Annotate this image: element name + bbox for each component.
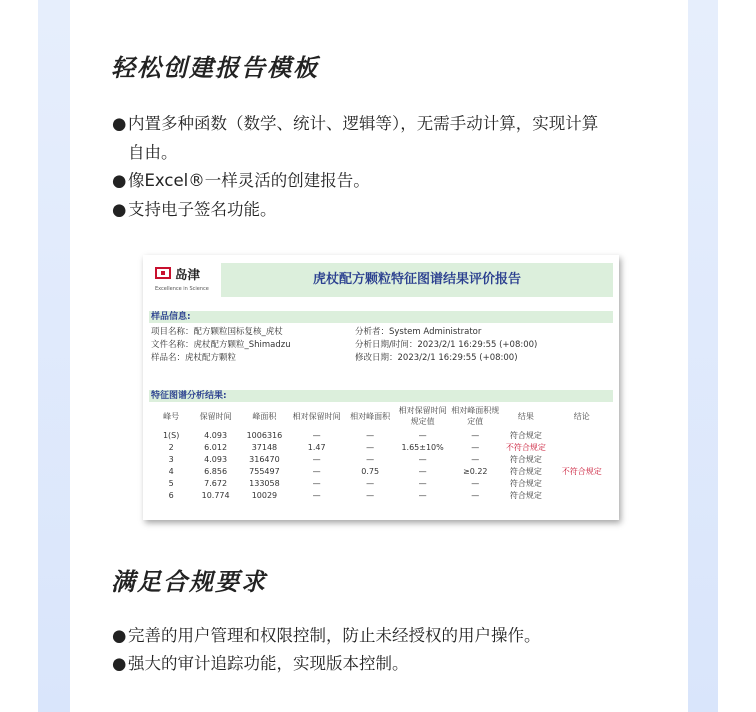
col-rarea-spec: 相对峰面积规定值 <box>451 406 500 426</box>
table-cell-rt: 7.672 <box>204 478 228 488</box>
analyst: 分析者：System Administrator <box>355 327 482 337</box>
table-cell-rrt-spec: — <box>418 490 427 500</box>
table-row <box>151 465 613 477</box>
col-result: 结果 <box>517 411 534 421</box>
bullet-functions <box>112 109 652 167</box>
bullet-dot: ● <box>112 114 127 133</box>
table-cell-result: 符合规定 <box>509 430 542 440</box>
table-cell-peak: 1(S) <box>162 430 180 440</box>
result-heading: 特征图谱分析结果: <box>149 390 613 402</box>
left-margin <box>0 0 38 712</box>
table-cell-rrt-spec: — <box>418 454 427 464</box>
sample-info-heading: 样品信息: <box>149 311 613 323</box>
table-row <box>151 441 613 453</box>
bullet-esignature <box>112 195 652 224</box>
report-title: 虎杖配方颗粒特征图谱结果评价报告 <box>221 263 613 297</box>
table-cell-rrt: — <box>312 466 321 476</box>
table-cell-conclusion <box>551 477 613 489</box>
col-rrt-spec: 相对保留时间规定值 <box>398 406 447 426</box>
table-cell-rarea: 0.75 <box>361 466 380 476</box>
table-cell-rarea-spec: ≥0.22 <box>463 466 488 476</box>
project-name: 项目名称：配方颗粒国标复核_虎杖 <box>151 327 283 337</box>
table-cell-rt: 10.774 <box>201 490 230 500</box>
report-screenshot <box>143 255 619 520</box>
table-cell-conclusion <box>551 429 613 441</box>
table-cell-rrt: — <box>312 478 321 488</box>
section-heading-compliance: 满足合规要求 <box>111 568 267 596</box>
table-cell-rrt-spec: — <box>418 430 427 440</box>
result-table <box>151 403 613 501</box>
table-cell-peak: 6 <box>168 490 174 500</box>
logo-mark-icon <box>155 267 171 279</box>
right-margin <box>718 0 756 712</box>
table-cell-rarea: — <box>366 478 375 488</box>
table-cell-conclusion <box>551 453 613 465</box>
table-cell-conclusion <box>551 489 613 501</box>
table-cell-rarea: — <box>366 490 375 500</box>
shimadzu-logo <box>155 265 217 295</box>
table-cell-peak: 2 <box>168 442 174 452</box>
table-cell-rarea-spec: — <box>471 478 480 488</box>
table-cell-rarea-spec: — <box>471 430 480 440</box>
bullet-user-management <box>112 621 652 650</box>
table-cell-rarea-spec: — <box>471 454 480 464</box>
col-peak: 峰号 <box>163 411 180 421</box>
table-cell-result: 不符合规定 <box>505 442 546 452</box>
sample-name: 样品名：虎杖配方颗粒 <box>151 353 237 363</box>
table-cell-area: 10029 <box>251 490 278 500</box>
table-cell-area: 1006316 <box>246 430 283 440</box>
bullet-text: 内置多种函数（数学、统计、逻辑等），无需手动计算，实现计算 <box>128 114 599 133</box>
table-cell-peak: 3 <box>168 454 174 464</box>
bullet-excel <box>112 166 652 195</box>
table-cell-rt: 6.012 <box>204 442 228 452</box>
analysis-date: 分析日期/时间：2023/2/1 16:29:55 (+08:00) <box>355 340 538 350</box>
bullet-dot: ● <box>112 626 127 645</box>
bullet-text-continued: 自由。 <box>128 143 178 162</box>
table-cell-rarea-spec: — <box>471 490 480 500</box>
table-cell-rrt-spec: — <box>418 478 427 488</box>
table-cell-rrt-spec: — <box>418 466 427 476</box>
table-cell-rarea-spec: — <box>471 442 480 452</box>
table-cell-rrt: — <box>312 430 321 440</box>
table-cell-conclusion <box>551 441 613 453</box>
table-cell-rrt: 1.47 <box>307 442 326 452</box>
bullet-text: 像Excel®一样灵活的创建报告。 <box>128 171 370 190</box>
bullet-dot: ● <box>112 654 127 673</box>
table-cell-area: 316470 <box>249 454 280 464</box>
col-rrt: 相对保留时间 <box>292 411 341 421</box>
col-area: 峰面积 <box>252 411 277 421</box>
col-rarea: 相对峰面积 <box>350 411 391 421</box>
bullet-text: 强大的审计追踪功能，实现版本控制。 <box>128 654 409 673</box>
modified-date: 修改日期：2023/2/1 16:29:55 (+08:00) <box>355 353 518 363</box>
table-cell-result: 符合规定 <box>509 466 542 476</box>
table-cell-rarea: — <box>366 442 375 452</box>
table-cell-result: 符合规定 <box>509 478 542 488</box>
table-cell-result: 符合规定 <box>509 490 542 500</box>
table-cell-rarea: — <box>366 430 375 440</box>
logo-tagline: Excellence in Science <box>155 286 209 292</box>
logo-text: 岛津 <box>175 267 201 282</box>
table-cell-rt: 6.856 <box>204 466 228 476</box>
bullet-audit-trail <box>112 649 652 678</box>
table-cell-conclusion: 不符合规定 <box>561 466 602 476</box>
table-cell-rarea: — <box>366 454 375 464</box>
table-row <box>151 477 613 489</box>
table-cell-rt: 4.093 <box>204 454 228 464</box>
table-cell-rrt: — <box>312 490 321 500</box>
table-cell-result: 符合规定 <box>509 454 542 464</box>
table-row <box>151 453 613 465</box>
table-row <box>151 429 613 441</box>
bullet-dot: ● <box>112 200 127 219</box>
table-cell-area: 133058 <box>249 478 280 488</box>
table-row <box>151 489 613 501</box>
table-cell-rt: 4.093 <box>204 430 228 440</box>
col-conclusion: 结论 <box>573 411 590 421</box>
bullet-text: 完善的用户管理和权限控制，防止未经授权的用户操作。 <box>128 626 541 645</box>
table-cell-rrt: — <box>312 454 321 464</box>
file-name: 文件名称：虎杖配方颗粒_Shimadzu <box>151 340 291 350</box>
bullet-dot: ● <box>112 171 127 190</box>
table-header-row <box>151 403 613 429</box>
section-heading-report-template: 轻松创建报告模板 <box>111 54 319 82</box>
table-cell-area: 37148 <box>251 442 278 452</box>
table-cell-peak: 4 <box>168 466 174 476</box>
table-cell-area: 755497 <box>249 466 280 476</box>
table-cell-rrt-spec: 1.65±10% <box>401 442 444 452</box>
col-rt: 保留时间 <box>199 411 232 421</box>
bullet-text: 支持电子签名功能。 <box>128 200 277 219</box>
table-cell-peak: 5 <box>168 478 174 488</box>
